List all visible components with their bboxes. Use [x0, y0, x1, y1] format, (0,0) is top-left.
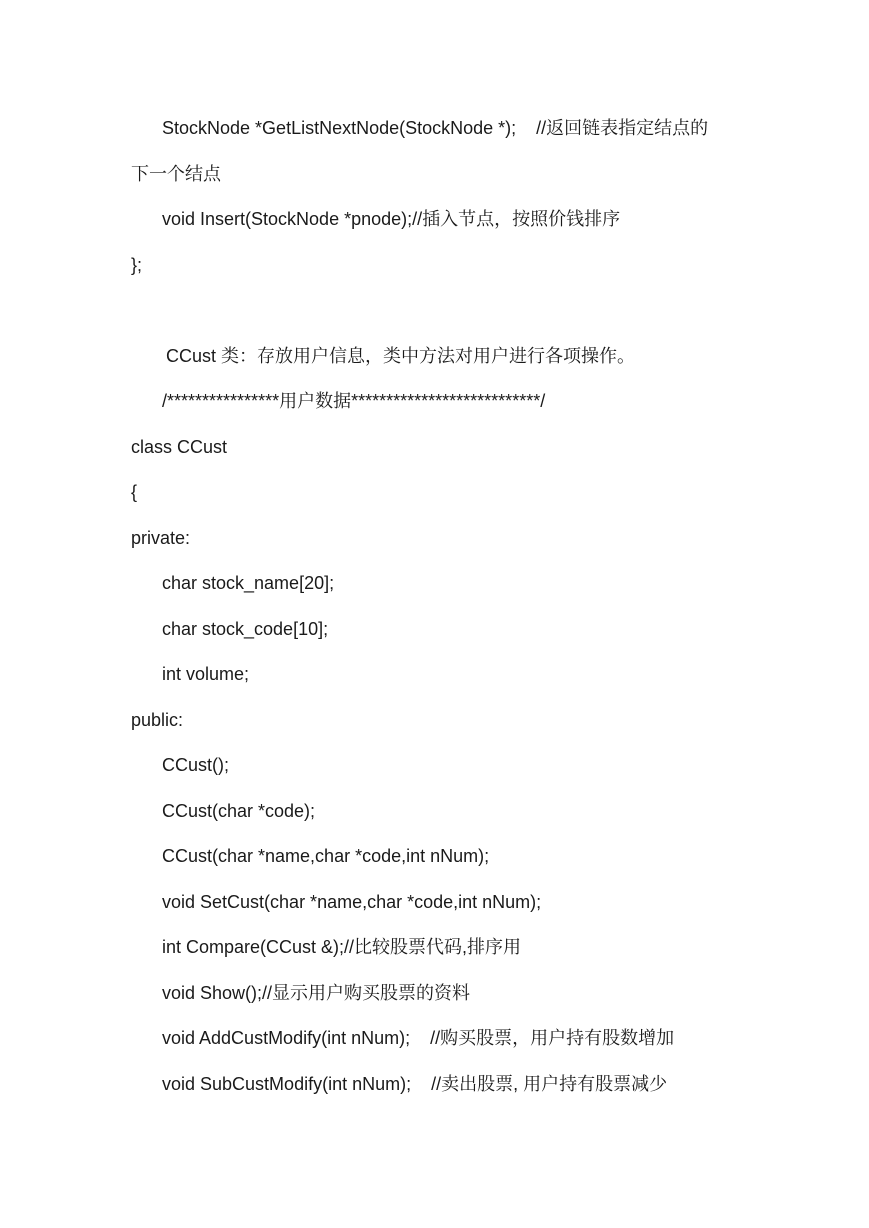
code-line-public: public: [131, 710, 184, 730]
code-line-stock-code: char stock_code[10]; [162, 619, 329, 639]
code-line-private: private: [131, 528, 191, 548]
code-line-show: void Show();//显示用户购买股票的资料 [162, 983, 471, 1003]
code-line-compare: int Compare(CCust &);//比较股票代码,排序用 [162, 937, 522, 957]
code-line-volume: int volume; [162, 664, 250, 684]
code-line-constructor-full: CCust(char *name,char *code,int nNum); [162, 846, 490, 866]
code-line-constructor-code: CCust(char *code); [162, 801, 316, 821]
code-line-insert: void Insert(StockNode *pnode);//插入节点，按照价钱排序 [162, 209, 621, 229]
code-line-stock-name: char stock_name[20]; [162, 573, 335, 593]
code-line-getlistnextnode: StockNode *GetListNextNode(StockNode *); //返回链表指定结点的 [162, 118, 709, 138]
code-line-addcustmodify: void AddCustModify(int nNum); //购买股票，用户持有股数增加 [162, 1028, 675, 1048]
code-line-setcust: void SetCust(char *name,char *code,int nNum); [162, 892, 542, 912]
code-line-open-brace: { [131, 482, 138, 502]
code-comment-banner: /****************用户数据***************************/ [162, 391, 546, 411]
code-line-comment-continuation: 下一个结点 [131, 164, 221, 184]
code-line-constructor-default: CCust(); [162, 755, 229, 775]
ccust-description: CCust 类：存放用户信息，类中方法对用户进行各项操作。 [166, 346, 636, 366]
code-line-subcustmodify: void SubCustModify(int nNum); //卖出股票, 用户持有股票减少 [162, 1074, 668, 1094]
code-line-class-end: }; [131, 255, 143, 275]
code-line-class-declaration: class CCust [131, 437, 228, 457]
